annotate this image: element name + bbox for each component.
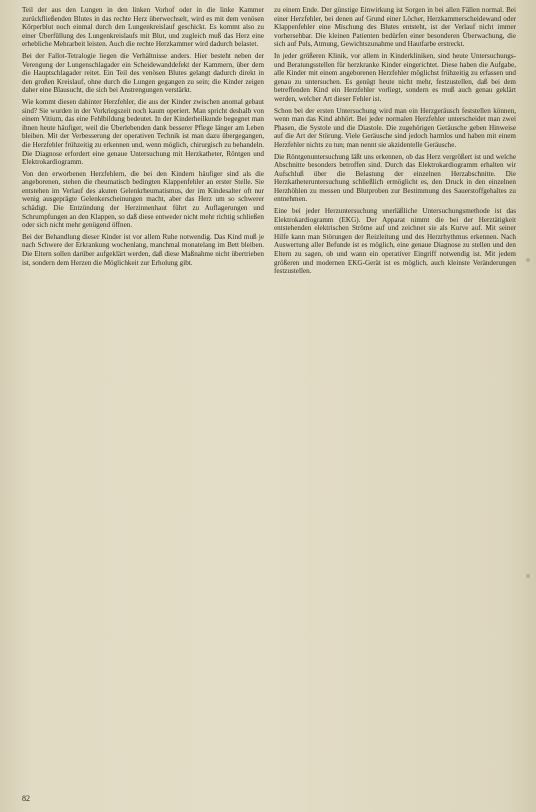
paragraph: Schon bei der ersten Untersuchung wird man ein Herzgeräusch feststellen können, wenn man das Kind abhört. Bei jeder normalen Herzfehler unterscheidet man zwei Phasen, die Systole und die Diastole. Die zugehörigen Geräusche geben Hinweise auf die Art der Störung. Viele Geräusche sind jedoch harmlos und haben mit einem Herzfehler nichts zu tun; man nennt sie akzidentelle Geräusche. [274,106,516,149]
paragraph: Wie kommt diesen dahinter Herzfehler, die aus der Kinder zwischen anomal gebaut sind? Sie wurden in der Vorkriegszeit noch kaum operiert. Man spricht deshalb von einem Vitium, das eine Fehlbildung bedeutet. In der Kinderheilkunde begegnet man ihnen heute häufiger, weil die Überlebenden dank besserer Pflege länger am Leben bleiben. Mit der Verbesserung der operativen Technik ist man dazu übergegangen, die Herzfehler frühzeitig zu erkennen und, wenn möglich, chirurgisch zu behandeln. Die Diagnose erfordert eine genaue Untersuchung mit Herzkatheter, Röntgen und Elektrokardiogramm. [22,97,264,167]
paragraph: Die Röntgenuntersuchung läßt uns erkennen, ob das Herz vergrößert ist und welche Abschnitte besonders betroffen sind. Durch das Elektrokardiogramm erhalten wir Aufschluß über die Belastung der einzelnen Herzabschnitte. Die Herzkatheteruntersuchung schließlich ermöglicht es, den Druck in den einzelnen Herzhöhlen zu messen und Blutproben zur Bestimmung des Sauerstoffgehaltes zu entnehmen. [274,152,516,204]
paragraph: In jeder größeren Klinik, vor allem in Kinderkliniken, sind heute Untersuchungs- und Beratungsstellen für herzkranke Kinder eingerichtet. Diese haben die Aufgabe, alle Kinder mit einem angeborenen Herzfehler möglichst frühzeitig zu erfassen und genau zu untersuchen. Es genügt heute nicht mehr, festzustellen, daß bei dem betreffenden Kind ein Herzfehler vorliegt, sondern es muß auch genau geklärt werden, welcher Art dieser Fehler ist. [274,51,516,103]
right-text-column [274,6,516,806]
paper-mark [526,258,530,262]
paragraph: Bei der Behandlung dieser Kinder ist vor allem Ruhe notwendig. Das Kind muß je nach Schwere der Erkrankung wochenlang, manchmal monatelang im Bett bleiben. Die Eltern sollen darüber aufgeklärt werden, daß diese Maßnahme nicht übertrieben ist, sondern dem Herzen die Möglichkeit zur Erholung gibt. [22,232,264,267]
paragraph: Von den erworbenen Herzfehlern, die bei den Kindern häufiger sind als die angeborenen, stehen die rheumatisch bedingten Klappenfehler an erster Stelle. Sie entstehen im Verlauf des akuten Gelenkrheumatismus, der im Kindesalter oft nur wenig ausgeprägte Gelenkerscheinungen macht, aber das Herz um so schwerer schädigt. Die Entzündung der Herzinnenhaut führt zu Auflagerungen und Schrumpfungen an den Klappen, so daß diese entweder nicht mehr richtig schließen oder sich nicht mehr genügend öffnen. [22,169,264,230]
paragraph: zu einem Ende. Der günstige Einwirkung ist Sorgen in bei allen Fällen normal. Bei einer Herzfehler, bei denen auf Grund einer Löcher, Herzkammerscheidewand oder Klappenfehler eine Mischung des Blutes entsteht, ist der Verlauf nicht immer vorhersehbar. Die kleinen Patienten bedürfen einer besonderen Überwachung, die sich auf Puls, Atmung, Gewichtszunahme und Hautfarbe erstreckt. [274,6,516,49]
page-number: 82 [22,794,30,803]
paragraph: Bei der Fallot-Tetralogie liegen die Verhältnisse anders. Hier besteht neben der Verengung der Lungenschlagader ein Scheidewanddefekt der Kammern, über dem die Hauptschlagader reitet. Ein Teil des venösen Blutes gelangt dadurch direkt in den großen Kreislauf, ohne durch die Lungen gegangen zu sein; die Kinder zeigen daher eine Blausucht, die sich bei Anstrengungen verstärkt. [22,51,264,95]
paper-mark [526,574,530,578]
left-text-column [22,6,264,782]
paragraph: Eine bei jeder Herzuntersuchung unerläßliche Untersuchungsmethode ist das Elektrokardiogramm (EKG). Der Apparat nimmt die bei der Herztätigkeit entstehenden elektrischen Ströme auf und zeichnet sie als Kurve auf. Mit seiner Hilfe kann man Störungen der Reizleitung und des Herzrhythmus erkennen. Nach Auswertung aller Befunde ist es möglich, eine genaue Diagnose zu stellen und den Eltern zu sagen, ob und wann ein operativer Eingriff notwendig ist. Mit jedem größeren und modernen EKG-Gerät ist es möglich, auch kleinste Veränderungen festzustellen. [274,207,516,276]
paragraph: Teil der aus den Lungen in den linken Vorhof oder in die linke Kammer zurückfließenden Blutes in das rechte Herz überwechselt, wird es mit dem venösen Körperblut noch einmal durch den Lungenkreislauf geschickt. Es kommt also zu einer Überfüllung des Lungenkreislaufs mit Blut, und zugleich muß das Herz eine erhebliche Mehrarbeit leisten. Auch die rechte Herzkammer wird dadurch belastet. [22,6,264,49]
